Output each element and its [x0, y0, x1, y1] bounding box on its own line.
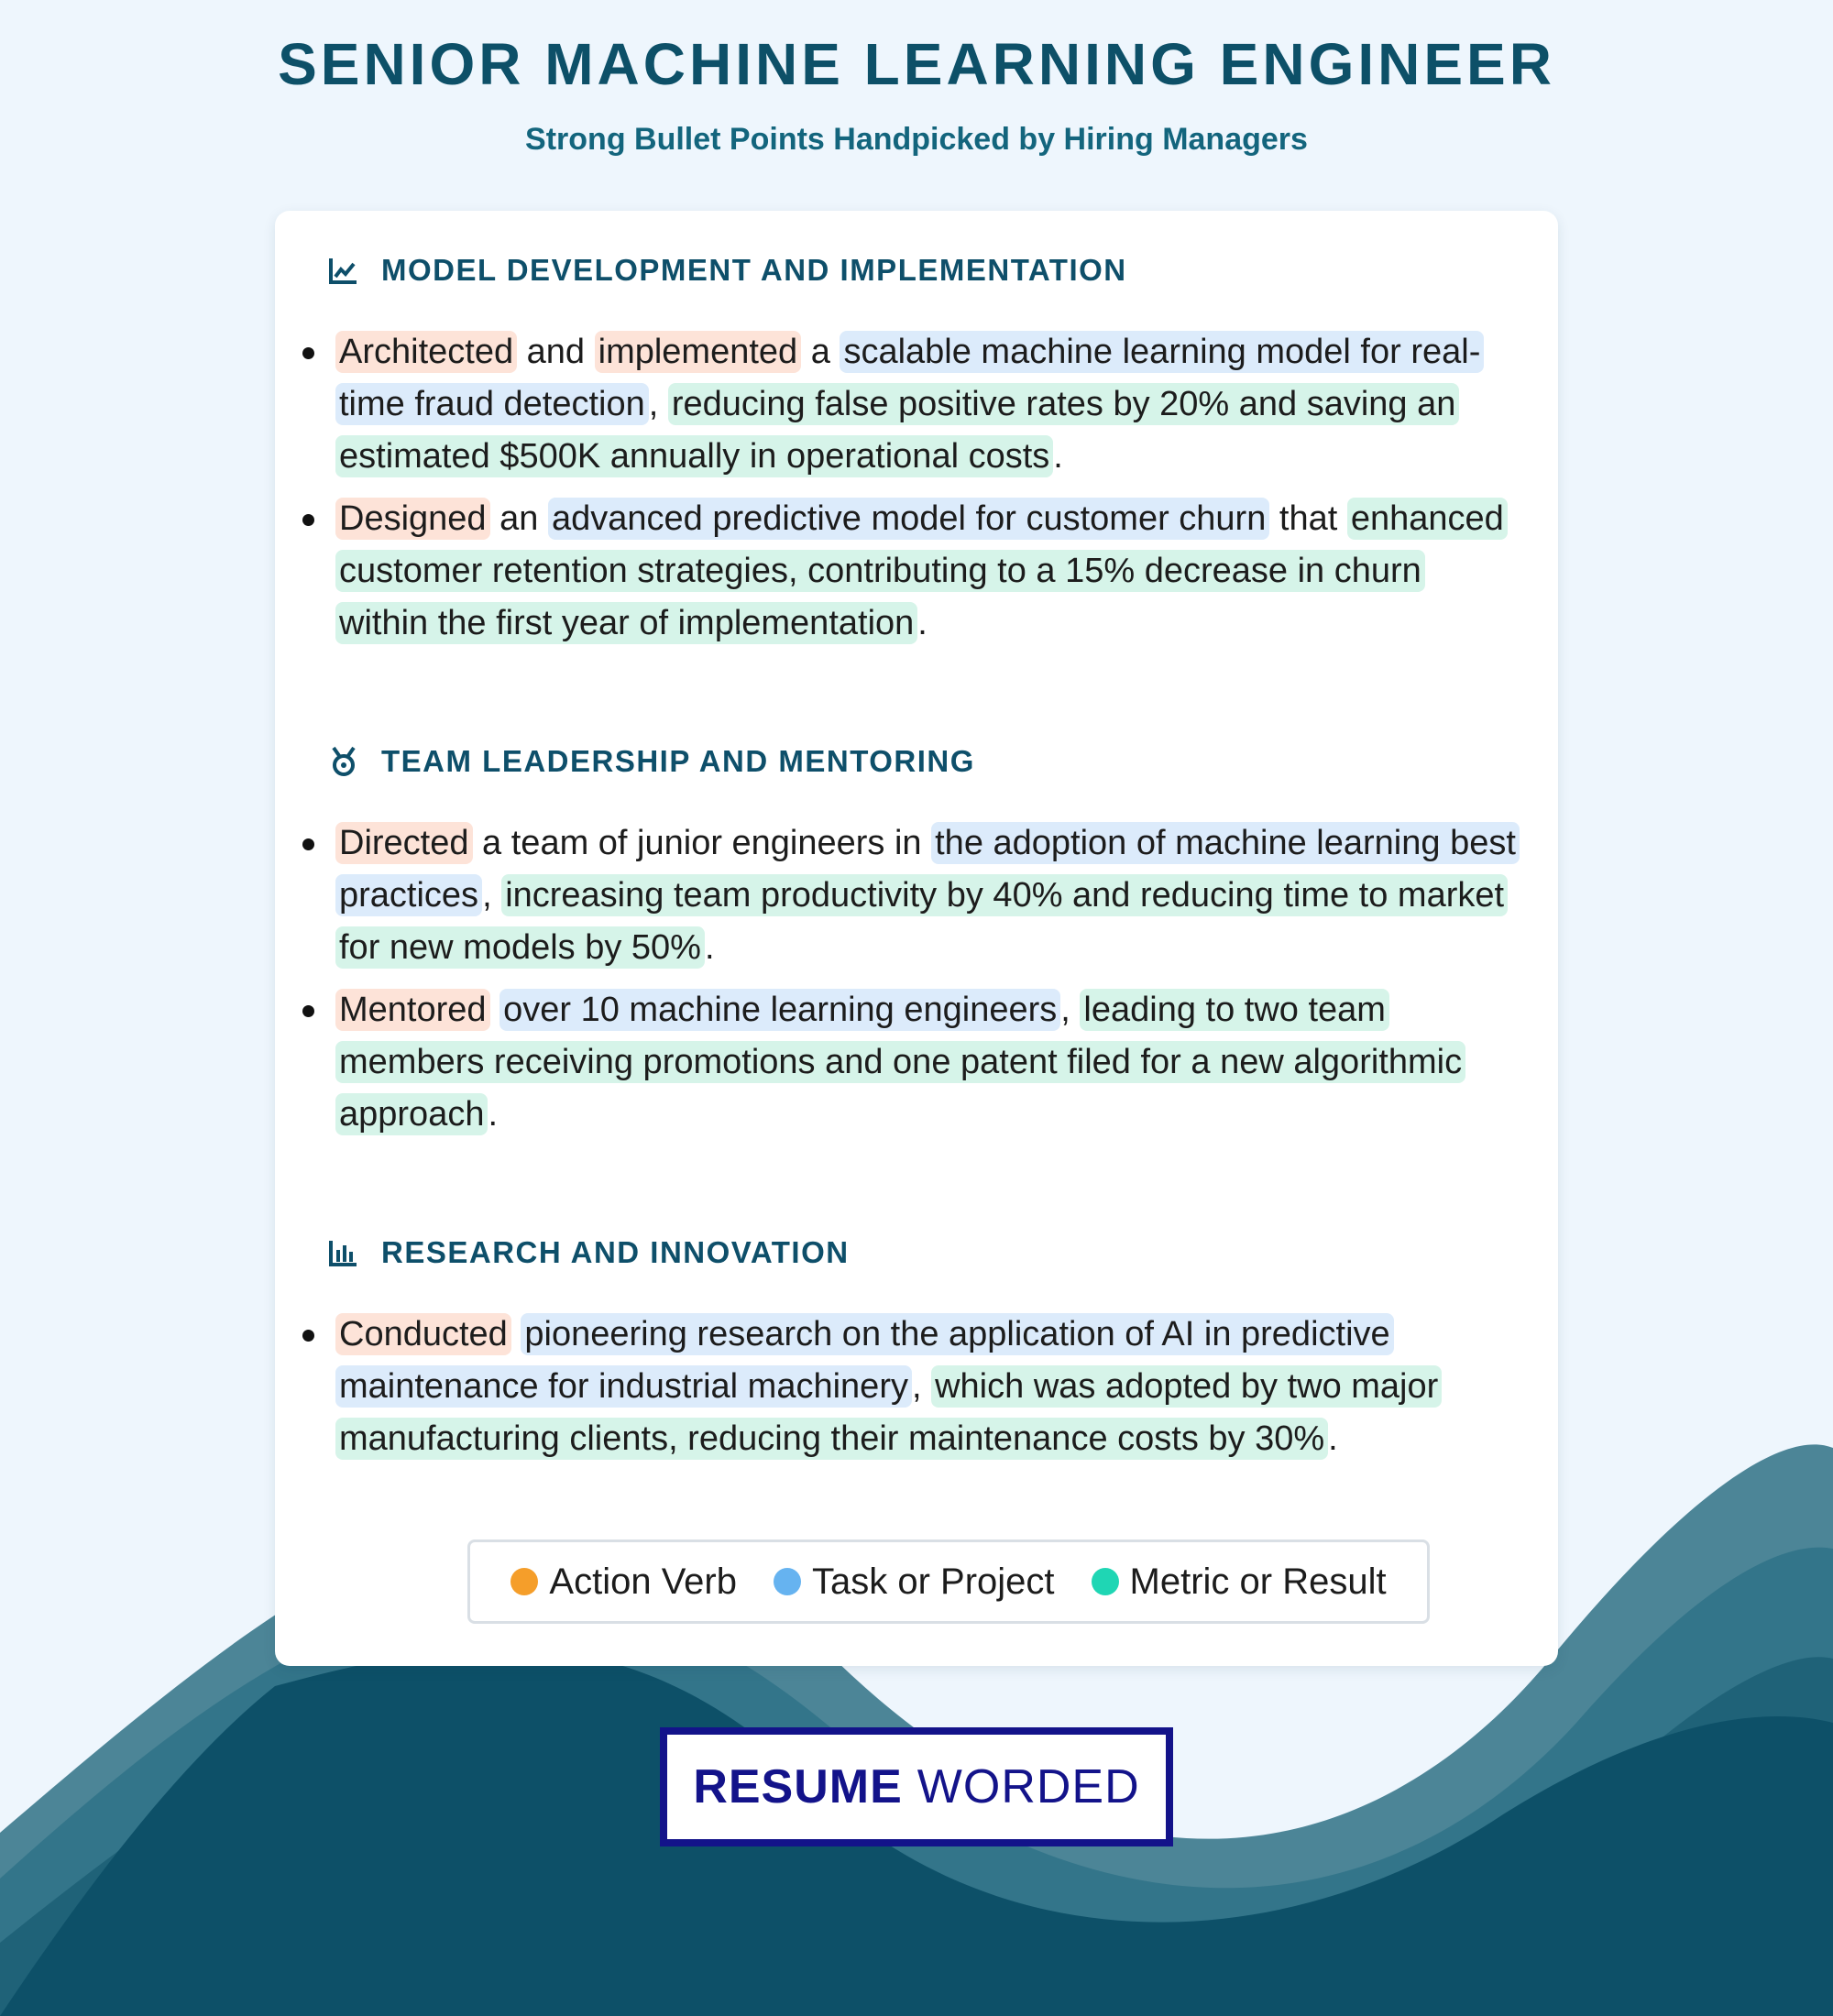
action-verb-highlight: Designed [335, 498, 490, 540]
legend-item-action-verb [510, 1561, 737, 1603]
section-title: MODEL DEVELOPMENT AND IMPLEMENTATION [381, 253, 1127, 287]
bullet-text [335, 498, 1508, 644]
bullet-text [335, 989, 1465, 1135]
section-header [328, 247, 1127, 293]
task-highlight: over 10 machine learning engineers [499, 989, 1060, 1031]
action-verb-highlight: Mentored [335, 989, 490, 1031]
task-highlight: the adoption of machine learning best practices [335, 822, 1520, 916]
metric-highlight: increasing team productivity by 40% and reducing time to market for new models by 50% [335, 874, 1508, 969]
metric-highlight: which was adopted by two major manufacturing clients, reducing their maintenance costs by 30% [335, 1365, 1442, 1460]
task-dot-icon [774, 1568, 801, 1595]
resume-worded-logo[interactable] [660, 1727, 1173, 1846]
section-header [328, 739, 975, 784]
legend-item-task [774, 1561, 1055, 1603]
bullet-item [275, 817, 1518, 974]
action-verb-highlight: implemented [595, 331, 802, 373]
section-header [328, 1230, 850, 1276]
logo-text-light: WORDED [916, 1760, 1140, 1813]
plain-text: , [911, 1367, 932, 1406]
bullet-list [275, 817, 1558, 1151]
legend-label: Metric or Result [1129, 1561, 1387, 1602]
plain-text: , [1060, 991, 1081, 1029]
plain-text: . [917, 604, 927, 642]
metric-dot-icon [1092, 1568, 1119, 1595]
plain-text: . [1328, 1419, 1338, 1458]
plain-text: . [704, 928, 715, 967]
plain-text: , [482, 876, 502, 915]
bullet-item [275, 1309, 1518, 1465]
bar-chart-icon [328, 1237, 359, 1268]
bullet-dot [302, 838, 314, 850]
plain-text: a [801, 333, 840, 371]
logo-text-strong: RESUME [693, 1760, 903, 1813]
page-title: SENIOR MACHINE LEARNING ENGINEER [278, 31, 1555, 97]
bullet-text [335, 331, 1484, 477]
legend-label: Task or Project [811, 1561, 1055, 1602]
medal-icon [328, 746, 359, 777]
bullet-text [335, 822, 1520, 969]
plain-text: an [489, 499, 548, 538]
legend-item-metric [1092, 1561, 1387, 1603]
page-subtitle: Strong Bullet Points Handpicked by Hiring Managers [525, 122, 1308, 157]
action-verb-dot-icon [510, 1568, 538, 1595]
section-title: TEAM LEADERSHIP AND MENTORING [381, 744, 975, 778]
plain-text: and [517, 333, 595, 371]
task-highlight: scalable machine learning model for real-time fraud detection [335, 331, 1484, 425]
legend-label: Action Verb [549, 1561, 737, 1602]
bullet-dot [302, 1330, 314, 1342]
plain-text: a team of junior engineers in [472, 824, 932, 862]
line-chart-icon [328, 255, 359, 286]
bullet-list [275, 326, 1558, 660]
plain-text: . [1053, 437, 1063, 476]
task-highlight: pioneering research on the application of AI in predictive maintenance for industrial machinery [335, 1313, 1394, 1408]
color-legend [467, 1539, 1430, 1624]
plain-text: . [488, 1095, 499, 1134]
bullet-points-card [275, 211, 1558, 1666]
action-verb-highlight: Architected [335, 331, 517, 373]
bullet-item [275, 984, 1518, 1141]
metric-highlight: leading to two team members receiving promotions and one patent filed for a new algorithmic approach [335, 989, 1465, 1135]
bullet-list [275, 1309, 1558, 1475]
action-verb-highlight: Conducted [335, 1313, 511, 1355]
action-verb-highlight: Directed [335, 822, 473, 864]
plain-text: that [1269, 499, 1347, 538]
bullet-item [275, 493, 1518, 650]
section-title: RESEARCH AND INNOVATION [381, 1235, 850, 1269]
bullet-dot [302, 514, 314, 526]
metric-highlight: enhanced customer retention strategies, contributing to a 15% decrease in churn within the first year of implementation [335, 498, 1508, 644]
plain-text [511, 1315, 521, 1353]
bullet-item [275, 326, 1518, 483]
bullet-dot [302, 1005, 314, 1017]
plain-text: , [648, 385, 668, 423]
page-header [0, 27, 1833, 158]
metric-highlight: reducing false positive rates by 20% and saving an estimated $500K annually in operational costs [335, 383, 1459, 477]
task-highlight: advanced predictive model for customer churn [548, 498, 1269, 540]
bullet-dot [302, 347, 314, 359]
bullet-text [335, 1313, 1442, 1460]
plain-text [490, 991, 500, 1029]
